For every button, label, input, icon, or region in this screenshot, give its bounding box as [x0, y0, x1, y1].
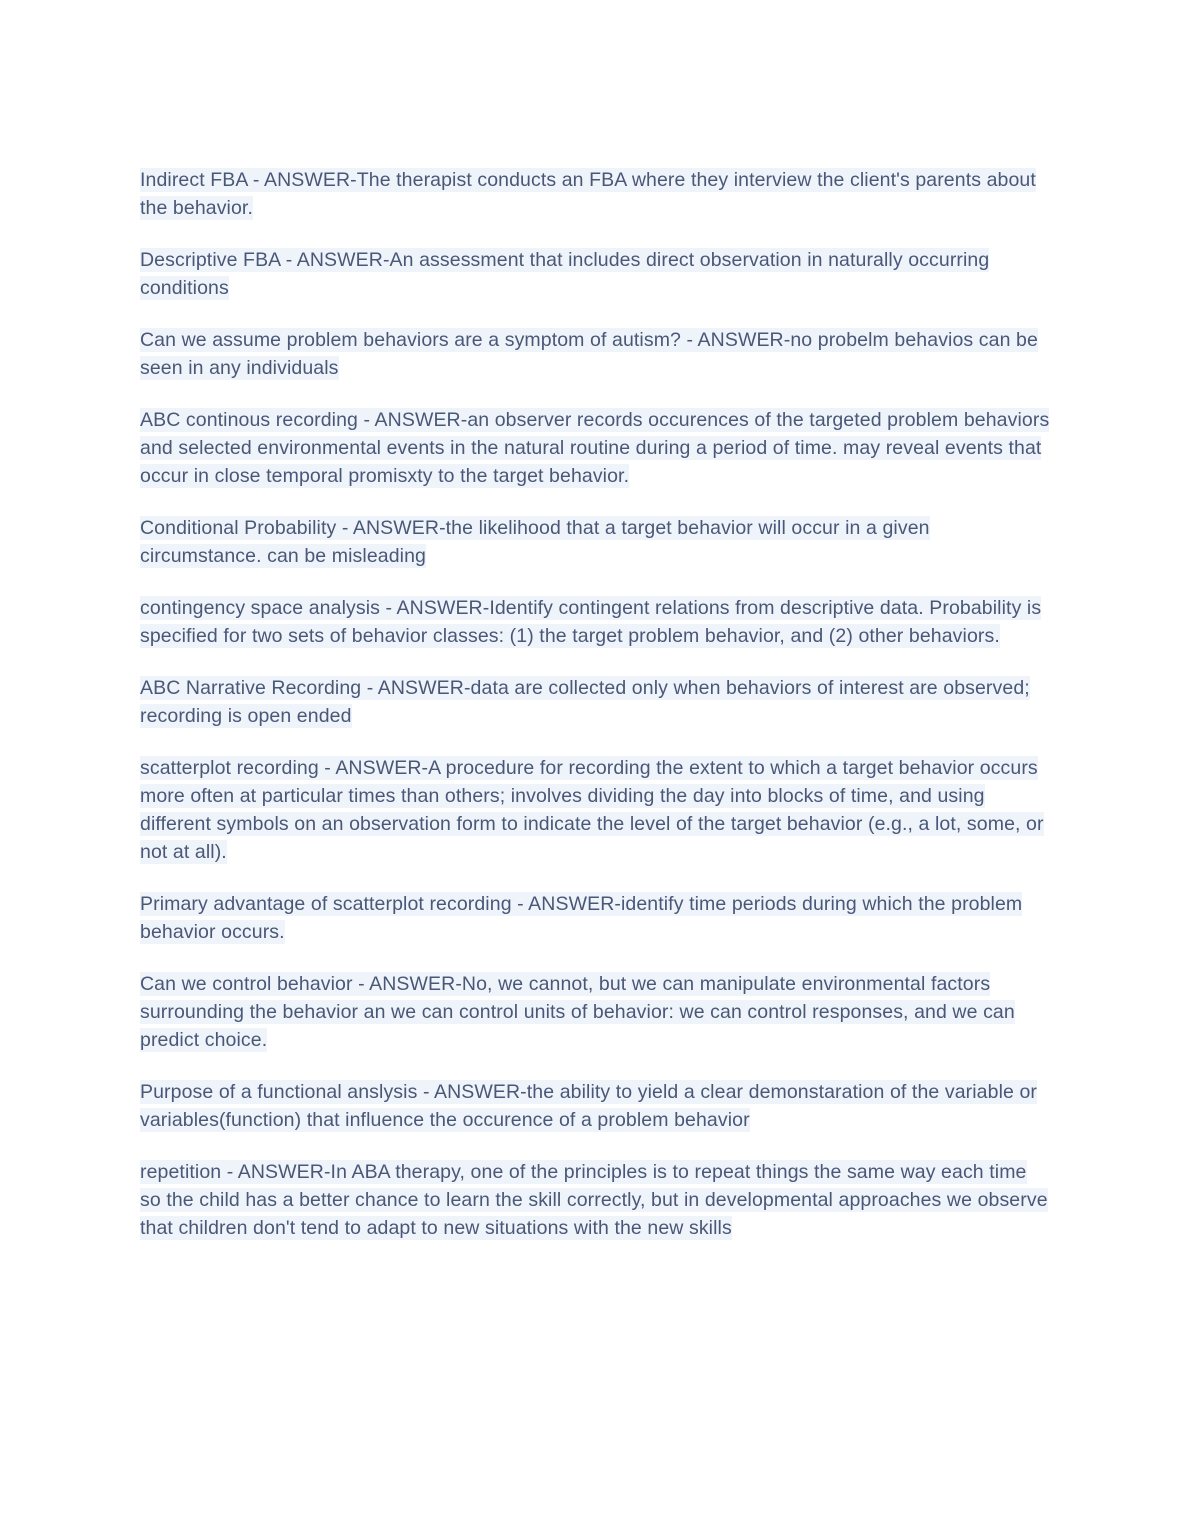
highlighted-text: ABC Narrative Recording - ANSWER-data are collected only when behaviors of interest are observed; recording is open ended: [140, 677, 1030, 727]
flashcard-paragraph: [140, 1158, 1052, 1242]
highlighted-text: Primary advantage of scatterplot recording - ANSWER-identify time periods during which the problem behavior occurs.: [140, 893, 1023, 943]
highlighted-text: Can we assume problem behaviors are a symptom of autism? - ANSWER-no probelm behavios can be seen in any individuals: [140, 329, 1038, 379]
flashcard-paragraph: [140, 970, 1052, 1054]
flashcard-paragraph: [140, 1078, 1052, 1134]
flashcard-paragraph: [140, 594, 1052, 650]
flashcard-paragraph: [140, 326, 1052, 382]
flashcard-paragraph: [140, 406, 1052, 490]
highlighted-text: repetition - ANSWER-In ABA therapy, one of the principles is to repeat things the same way each time so the child has a better chance to learn the skill correctly, but in developmental approaches we observe that children don't tend to adapt to new situations with the new skills: [140, 1161, 1048, 1239]
highlighted-text: Conditional Probability - ANSWER-the likelihood that a target behavior will occur in a given circumstance. can be misleading: [140, 517, 930, 567]
flashcard-paragraph: [140, 754, 1052, 866]
highlighted-text: Indirect FBA - ANSWER-The therapist conducts an FBA where they interview the client's parents about the behavior.: [140, 169, 1036, 219]
flashcard-paragraph: [140, 674, 1052, 730]
highlighted-text: scatterplot recording - ANSWER-A procedure for recording the extent to which a target behavior occurs more often at particular times than others; involves dividing the day into blocks of time, and using different symbols on an observation form to indicate the level of the target behavior (e.g., a lot, some, or not at all).: [140, 757, 1044, 863]
flashcard-paragraph: [140, 166, 1052, 222]
document-content: [140, 166, 1052, 1266]
flashcard-paragraph: [140, 514, 1052, 570]
highlighted-text: Purpose of a functional anslysis - ANSWER-the ability to yield a clear demonstaration of the variable or variables(function) that influence the occurence of a problem behavior: [140, 1081, 1038, 1131]
flashcard-paragraph: [140, 246, 1052, 302]
flashcard-paragraph: [140, 890, 1052, 946]
highlighted-text: Descriptive FBA - ANSWER-An assessment that includes direct observation in naturally occurring conditions: [140, 249, 990, 299]
highlighted-text: contingency space analysis - ANSWER-Identify contingent relations from descriptive data. Probability is specified for two sets of behavior classes: (1) the target problem behavior, and (2) other behaviors.: [140, 597, 1042, 647]
highlighted-text: ABC continous recording - ANSWER-an observer records occurences of the targeted problem behaviors and selected environmental events in the natural routine during a period of time. may reveal events that occur in close temporal promisxty to the target behavior.: [140, 409, 1050, 487]
highlighted-text: Can we control behavior - ANSWER-No, we cannot, but we can manipulate environmental factors surrounding the behavior an we can control units of behavior: we can control responses, and we can predict choice.: [140, 973, 1015, 1051]
